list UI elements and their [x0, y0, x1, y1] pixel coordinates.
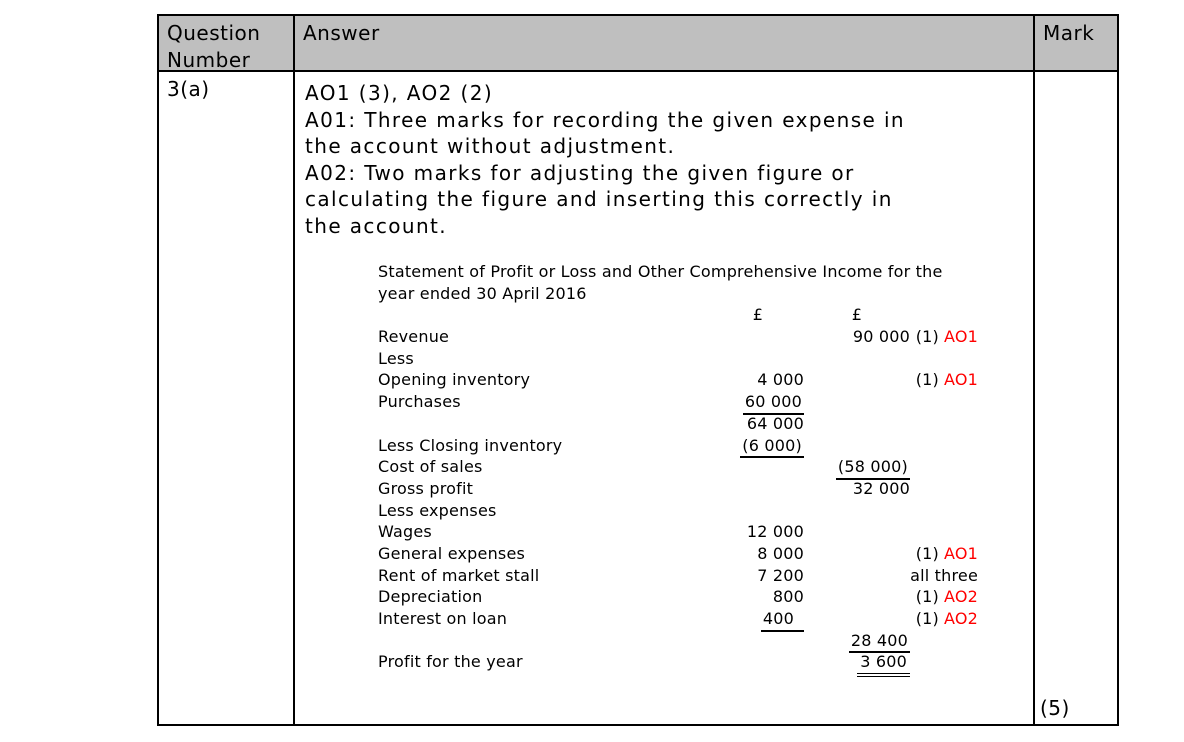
statement-amount-col1: [712, 565, 804, 587]
annotation-mark: (1): [915, 543, 939, 563]
guidance-line: A02: Two marks for adjusting the given figure or: [305, 160, 855, 185]
annotation-mark: (1): [915, 609, 939, 629]
statement-amount-col1: [712, 543, 804, 565]
statement-amount-col2: [804, 500, 910, 522]
annotation-ao-code: AO1: [943, 370, 978, 390]
statement-row: [378, 304, 1023, 326]
amount-value: £: [851, 305, 863, 325]
statement-row-label: Less: [378, 348, 414, 368]
statement-annotation: [910, 435, 978, 457]
statement-amount-col1: [712, 391, 804, 413]
answer-cell: [295, 72, 1035, 724]
amount-value: 60 000: [743, 391, 804, 415]
statement-annotation: [910, 391, 978, 413]
statement-amount-col2: [804, 586, 910, 608]
statement-amount-col1: [712, 521, 804, 543]
statement-row-label: Gross profit: [378, 478, 474, 498]
amount-value: (58 000): [836, 456, 910, 480]
statement-row: [378, 651, 1023, 673]
statement-row-label: Profit for the year: [378, 652, 523, 672]
statement-row-label: Less expenses: [378, 500, 497, 520]
statement-row-label: Interest on loan: [378, 609, 508, 629]
statement-row: [378, 348, 1023, 370]
statement-row: [378, 413, 1023, 435]
statement-annotation: [910, 304, 978, 326]
statement-row: [378, 565, 1023, 587]
statement-amount-col2: [804, 348, 910, 370]
statement-row-label: Wages: [378, 522, 432, 542]
amount-value: 800: [772, 587, 804, 607]
annotation-mark: (1): [915, 587, 939, 607]
statement-row: [378, 586, 1023, 608]
statement-amount-col2: [804, 608, 910, 630]
statement-amount-col1: [712, 651, 804, 673]
statement-annotation: [910, 500, 978, 522]
statement-row-label: General expenses: [378, 543, 526, 563]
statement-rows: [378, 304, 1023, 673]
statement-amount-col1: [712, 369, 804, 391]
statement-amount-col1: [712, 608, 804, 630]
annotation-ao-code: AO1: [943, 327, 978, 347]
statement-annotation: [910, 630, 978, 652]
statement-title-line: year ended 30 April 2016: [378, 283, 587, 303]
statement-amount-col1: [712, 586, 804, 608]
statement-amount-col2: [804, 435, 910, 457]
statement-amount-col2: [804, 326, 910, 348]
profit-and-loss-statement: [378, 261, 1023, 673]
statement-row: [378, 543, 1023, 565]
statement-annotation: [910, 565, 978, 587]
header-answer: Answer: [295, 16, 1035, 72]
amount-value: (6 000): [740, 435, 804, 459]
statement-amount-col2: [804, 478, 910, 500]
header-mark: Mark: [1035, 16, 1117, 72]
statement-row: [378, 456, 1023, 478]
guidance-line: the account.: [305, 213, 448, 238]
statement-amount-col1: [712, 456, 804, 478]
statement-annotation: [910, 478, 978, 500]
statement-row-label: [378, 304, 712, 326]
annotation-mark: all three: [910, 565, 978, 585]
statement-amount-col2: [804, 369, 910, 391]
statement-row-label: Rent of market stall: [378, 565, 540, 585]
annotation-ao-code: AO2: [943, 609, 978, 629]
question-number-cell: 3(a): [159, 72, 295, 724]
mark-cell: [1035, 72, 1117, 724]
statement-amount-col2: [804, 304, 910, 326]
annotation-mark: (1): [915, 370, 939, 390]
guidance-line: the account without adjustment.: [305, 134, 676, 158]
statement-amount-col2: [804, 456, 910, 478]
statement-title: [378, 261, 1023, 304]
statement-amount-col2: [804, 651, 910, 673]
annotation-ao-code: AO2: [943, 587, 978, 607]
amount-value: 400: [761, 608, 804, 632]
statement-amount-col1: [712, 304, 804, 326]
statement-row: [378, 521, 1023, 543]
statement-annotation: [910, 651, 978, 673]
amount-value: 8 000: [757, 543, 804, 563]
mark-scheme-table: [157, 14, 1119, 726]
statement-row-label: [378, 630, 712, 652]
statement-row: [378, 369, 1023, 391]
guidance-line: A01: Three marks for recording the given expense in: [305, 107, 906, 132]
statement-amount-col1: [712, 630, 804, 652]
statement-annotation: [910, 369, 978, 391]
statement-annotation: [910, 586, 978, 608]
amount-value: 32 000: [852, 478, 910, 498]
statement-annotation: [910, 413, 978, 435]
guidance-line: calculating the figure and inserting this correctly in: [305, 187, 893, 211]
statement-amount-col2: [804, 391, 910, 413]
amount-value: 3 600: [857, 651, 910, 677]
amount-value: 4 000: [757, 370, 804, 390]
amount-value: 28 400: [849, 630, 910, 654]
statement-row-label: [378, 413, 712, 435]
header-question-number: Question Number: [159, 16, 295, 72]
statement-title-line: Statement of Profit or Loss and Other Comprehensive Income for the: [378, 262, 943, 281]
guidance-line: AO1 (3), AO2 (2): [305, 81, 494, 105]
statement-amount-col1: [712, 478, 804, 500]
statement-row: [378, 608, 1023, 630]
statement-row-label: Cost of sales: [378, 457, 483, 477]
amount-value: £: [752, 305, 764, 325]
amount-value: 7 200: [757, 565, 804, 585]
statement-row: [378, 500, 1023, 522]
statement-amount-col1: [712, 326, 804, 348]
answer-marking-guidance: [305, 80, 1023, 239]
statement-amount-col1: [712, 348, 804, 370]
statement-row-label: Revenue: [378, 327, 450, 347]
statement-annotation: [910, 608, 978, 630]
statement-amount-col1: [712, 435, 804, 457]
statement-row-label: Less Closing inventory: [378, 435, 563, 455]
statement-row-label: Purchases: [378, 392, 461, 412]
statement-row: [378, 478, 1023, 500]
statement-row: [378, 435, 1023, 457]
statement-amount-col2: [804, 543, 910, 565]
statement-amount-col2: [804, 521, 910, 543]
statement-row: [378, 391, 1023, 413]
statement-row: [378, 630, 1023, 652]
statement-annotation: [910, 348, 978, 370]
statement-annotation: [910, 326, 978, 348]
annotation-mark: (1): [915, 327, 939, 347]
annotation-ao-code: AO1: [943, 543, 978, 563]
amount-value: 90 000: [852, 327, 910, 347]
amount-value: 12 000: [746, 522, 804, 542]
statement-annotation: [910, 456, 978, 478]
statement-annotation: [910, 521, 978, 543]
amount-value: 64 000: [746, 413, 804, 433]
statement-amount-col2: [804, 630, 910, 652]
statement-row: [378, 326, 1023, 348]
statement-row-label: Opening inventory: [378, 370, 531, 390]
statement-amount-col2: [804, 413, 910, 435]
statement-row-label: Depreciation: [378, 587, 483, 607]
statement-annotation: [910, 543, 978, 565]
mark-value: (5): [1040, 696, 1070, 720]
statement-amount-col1: [712, 500, 804, 522]
statement-amount-col1: [712, 413, 804, 435]
statement-amount-col2: [804, 565, 910, 587]
